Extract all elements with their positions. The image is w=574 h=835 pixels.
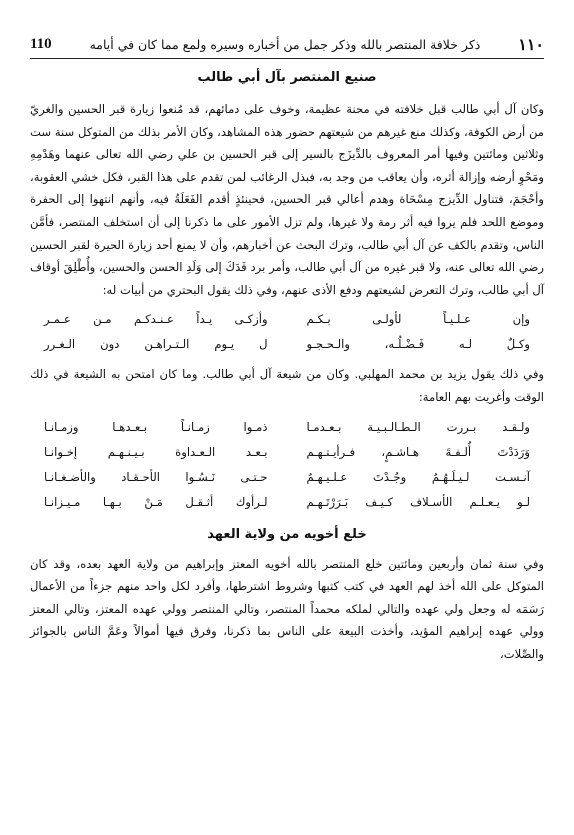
verse-first-half: وَرَدَدْتَ أُلـفـةَ هـاشـمٍ، فـرأيـتـهـم <box>306 444 530 459</box>
running-title: ذكر خلافة المنتصر بالله وذكر جمل من أخباره وسيره ولمع مما كان في أيامه <box>89 36 481 52</box>
header-divider <box>30 58 544 59</box>
verse-line <box>30 490 544 515</box>
paragraph: وفي ذلك يقول يزيد بن محمد المهلبي. وكان من شيعة آل أبي طالب. وما كان امتحن به الشيعة في ذلك الوقت وأغريت بهم العامة: <box>30 367 544 404</box>
verse-first-half: ولـقـد بـررت الـطـالـبـيـة بـعـدمـا <box>306 419 530 434</box>
verse-second-half: ذمـوا زمـانـاً بـعـدهـا وزمـانـا <box>44 419 268 434</box>
verse-line <box>30 465 544 490</box>
section-title: خلع أخويه من ولاية العهد <box>207 526 367 542</box>
poem-block <box>30 415 544 515</box>
verse-first-half: وكـلٌ لـه فَـضْـلُـه، والـحـجـو <box>306 337 530 352</box>
paragraph: وكان آل أبي طالب قبل خلافته في محنة عظيمة، وخوف على دمائهم، قد مُنعوا زيارة قبر الحسين والغريّ من أرض الكوفة، وكذلك منع غيرهم من شيعتهم حضور هذه المشاهد، وكان الأمر بذلك من المتوكل سنة ست وثلاثين ومائتين وفيها أمر المعروف بالدِّيزَج بالسير إلى قبر الحسين بن علي رضي الله تعالى عنهما وهَدْمِهِ ومَحْوِ أرضه وإزالة أثره، وأن يعاقب من وجد به، فبذل الرغائب لمن تقدم على هذا القبر، فكل خشي العقوبة، وأحْجَمَ، فتناول الدِّيزج مِسْحَاة وهدم أعالي قبر الحسين، فحينئذٍ أقدم الفَعَلَةُ فيه، وأنهم انتهوا إلى الحفرة وموضع اللحد فلم يروا فيه أثر رمة ولا غيرها، ولم تزل الأمور على ما ذكرنا إلى أن استخلف المنتصر، فأمَّن الناس، وتقدم بالكف عن آل أبي طالب، وترك البحث عن أخبارهم، وأن لا يمنع أحد زيارة الحيرة لقبر الحسين رضي الله تعالى عنه، ولا قبر غيره من آل أبي طالب، وأمر برد فَدَكَ إلى وَلَدِ الحسن والحسين، وأُطْلِقَ أوقاف آل أبي طالب، وترك التعرض لشيعتهم ودفع الأذى عنهم، وفي ذلك يقول البحتري من أبيات له: <box>30 102 544 297</box>
page-body <box>30 66 544 666</box>
verse-second-half: حـتـى نَـسُـوا الأحـقـاد والأضـغـانـا <box>44 469 268 484</box>
page-number-latin: 110 <box>30 35 52 52</box>
page-header <box>30 31 544 57</box>
verse-second-half: بـعـد الـعـداوة بـيـنـهـم إخـوانـا <box>44 444 268 459</box>
verse-first-half: وإن عـلـيـاً لأولـى بـكـم <box>306 312 530 327</box>
verse-second-half: وأزكـى يـداً عـنـدكـم مـن عـمـر <box>44 312 268 327</box>
verse-second-half: ل يـوم الـتـراهـن دون الـغـرر <box>44 337 268 352</box>
verse-first-half: لـو يـعـلـم الأسـلاف كـيـف بَـرَرْتَـهـم <box>306 494 530 509</box>
section-title: صنيع المنتصر بآل أبي طالب <box>197 70 377 85</box>
poem-block <box>30 307 544 357</box>
paragraph: وفي سنة ثمان وأربعين ومائتين خلع المنتصر بالله أخويه المعتز وإبراهيم من ولاية العهد بعده، وقد كان المتوكل على الله أخذ لهم العهد في كتب كتبها وشروط اشترطها، وأفرد لكل واحد منهم جزءاً من الأعمال رَسَمَه له وجعل ولي عهده والتالي لملكه محمداً المنتصر، وتالي المنتصر وولي عهده المعتز، وتالي المعتز وولي عهده إبراهيم المؤيد، وأخذت البيعة على الناس بما ذكرنا، وفرق فيها أموالاً وعَمَّ الناس بالجوائز والصِّلات، <box>30 556 544 661</box>
page-number-arabic: ١١٠ <box>518 34 544 54</box>
verse-second-half: لـرأوك أثـقـل مَـنْ بـهـا مـيـزانـا <box>44 494 268 509</box>
verse-line <box>30 332 544 357</box>
verse-line <box>30 415 544 440</box>
verse-line <box>30 307 544 332</box>
verse-first-half: آنـسـت لـيـلَـهُـمُ وجُـدْتَ عـلـيـهـمُ <box>306 469 530 484</box>
verse-line <box>30 440 544 465</box>
